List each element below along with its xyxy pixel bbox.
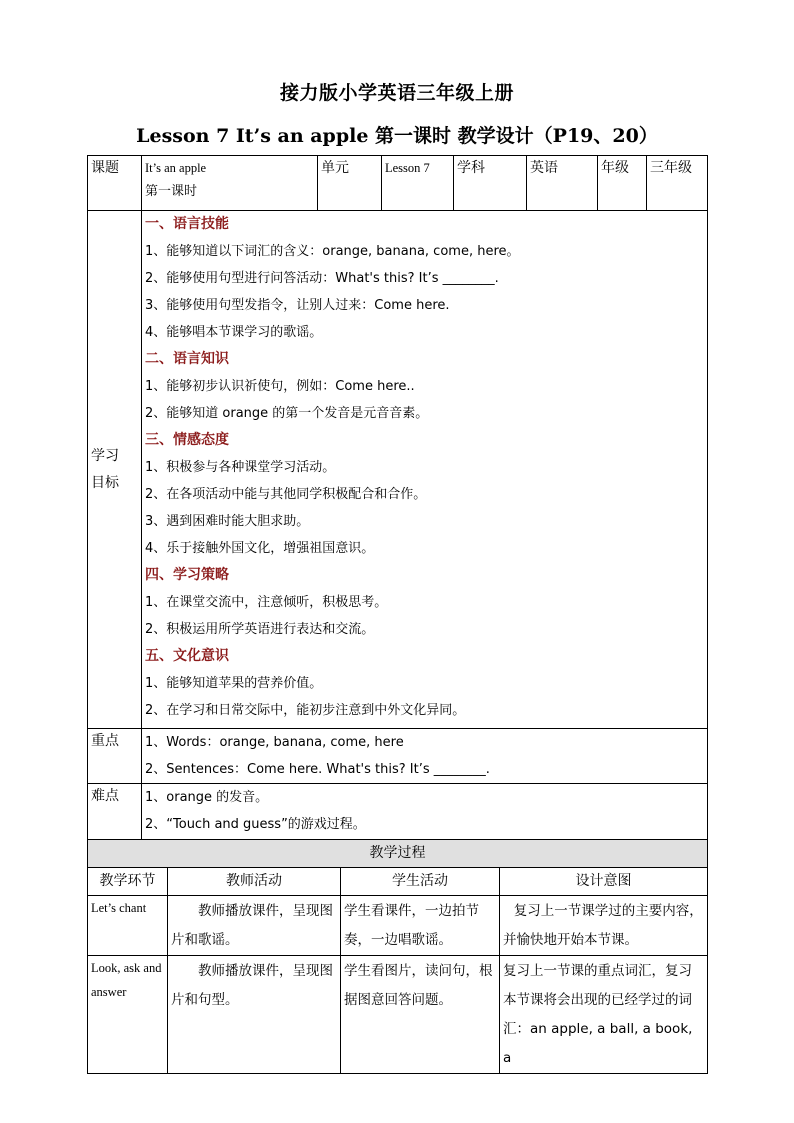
key-points-label: 重点 — [88, 729, 142, 784]
subject-label: 学科 — [454, 156, 527, 211]
grade-label: 年级 — [598, 156, 647, 211]
process-title: 教学过程 — [88, 840, 708, 868]
topic-line1: It’s an apple — [145, 161, 207, 175]
student-cell: 学生看课件，一边拍节奏，一边唱歌谣。 — [341, 896, 500, 956]
stage-cell: Let’s chant — [88, 896, 168, 956]
process-title-row — [88, 840, 708, 868]
list-item: 1、Words：orange, banana, come, here — [145, 735, 404, 750]
intent-cell: 复习上一节课的重点词汇，复习本节课将会出现的已经学过的词汇：an apple, a ball, a book, a — [500, 956, 708, 1074]
objectives-label: 学习 目标 — [88, 211, 142, 729]
list-item: 1、能够知道以下词汇的含义：orange, banana, come, here。 — [145, 244, 520, 259]
table-row — [88, 896, 708, 956]
list-item: 3、遇到困难时能大胆求助。 — [145, 514, 310, 529]
stage-cell: Look, ask and answer — [88, 956, 168, 1074]
subject-value: 英语 — [527, 156, 598, 211]
column-header: 教学环节 — [88, 868, 168, 896]
list-item: 2、“Touch and guess”的游戏过程。 — [145, 817, 366, 832]
process-header-row — [88, 868, 708, 896]
section-heading: 五、文化意识 — [145, 648, 229, 664]
grade-value: 三年级 — [647, 156, 708, 211]
difficulties-content — [142, 784, 708, 840]
list-item: 2、能够使用句型进行问答活动：What's this? It’s ________. — [145, 271, 499, 286]
info-row — [88, 156, 708, 211]
section-heading: 三、情感态度 — [145, 432, 229, 448]
list-item: 1、在课堂交流中，注意倾听，积极思考。 — [145, 595, 388, 610]
list-item: 1、能够初步认识祈使句，例如：Come here.. — [145, 379, 415, 394]
column-header: 教师活动 — [168, 868, 341, 896]
intent-cell: 复习上一节课学过的主要内容，并愉快地开始本节课。 — [500, 896, 708, 956]
list-item: 2、在各项活动中能与其他同学积极配合和合作。 — [145, 487, 427, 502]
objectives-row — [88, 211, 708, 729]
unit-label: 单元 — [318, 156, 382, 211]
list-item: 1、orange 的发音。 — [145, 790, 269, 805]
column-header: 学生活动 — [341, 868, 500, 896]
topic-line2: 第一课时 — [145, 184, 198, 199]
teaching-process-table — [87, 839, 708, 1074]
section-heading: 二、语言知识 — [145, 351, 229, 367]
list-item: 4、能够唱本节课学习的歌谣。 — [145, 325, 323, 340]
difficulties-label: 难点 — [88, 784, 142, 840]
table-row — [88, 956, 708, 1074]
topic-value — [142, 156, 318, 211]
document-subtitle: Lesson 7 It’s an apple 第一课时 教学设计（P19、20） — [136, 125, 658, 147]
key-points-content — [142, 729, 708, 784]
objectives-content — [142, 211, 708, 729]
list-item: 2、Sentences：Come here. What's this? It’s ________. — [145, 762, 490, 777]
list-item: 3、能够使用句型发指令，让别人过来：Come here. — [145, 298, 450, 313]
unit-value: Lesson 7 — [382, 156, 454, 211]
list-item: 1、能够知道苹果的营养价值。 — [145, 676, 323, 691]
student-cell: 学生看图片，读问句，根据图意回答问题。 — [341, 956, 500, 1074]
list-item: 4、乐于接触外国文化，增强祖国意识。 — [145, 541, 375, 556]
topic-label: 课题 — [88, 156, 142, 211]
section-heading: 四、学习策略 — [145, 567, 229, 583]
section-heading: 一、语言技能 — [145, 216, 229, 232]
teacher-cell: 教师播放课件，呈现图片和歌谣。 — [168, 896, 341, 956]
difficulties-row — [88, 784, 708, 840]
column-header: 设计意图 — [500, 868, 708, 896]
list-item: 2、在学习和日常交际中，能初步注意到中外文化异同。 — [145, 703, 466, 718]
key-points-row — [88, 729, 708, 784]
list-item: 2、能够知道 orange 的第一个发音是元音音素。 — [145, 406, 429, 421]
teacher-cell: 教师播放课件，呈现图片和句型。 — [168, 956, 341, 1074]
lesson-info-table — [87, 155, 708, 840]
list-item: 2、积极运用所学英语进行表达和交流。 — [145, 622, 375, 637]
document-title: 接力版小学英语三年级上册 — [279, 82, 514, 104]
list-item: 1、积极参与各种课堂学习活动。 — [145, 460, 336, 475]
